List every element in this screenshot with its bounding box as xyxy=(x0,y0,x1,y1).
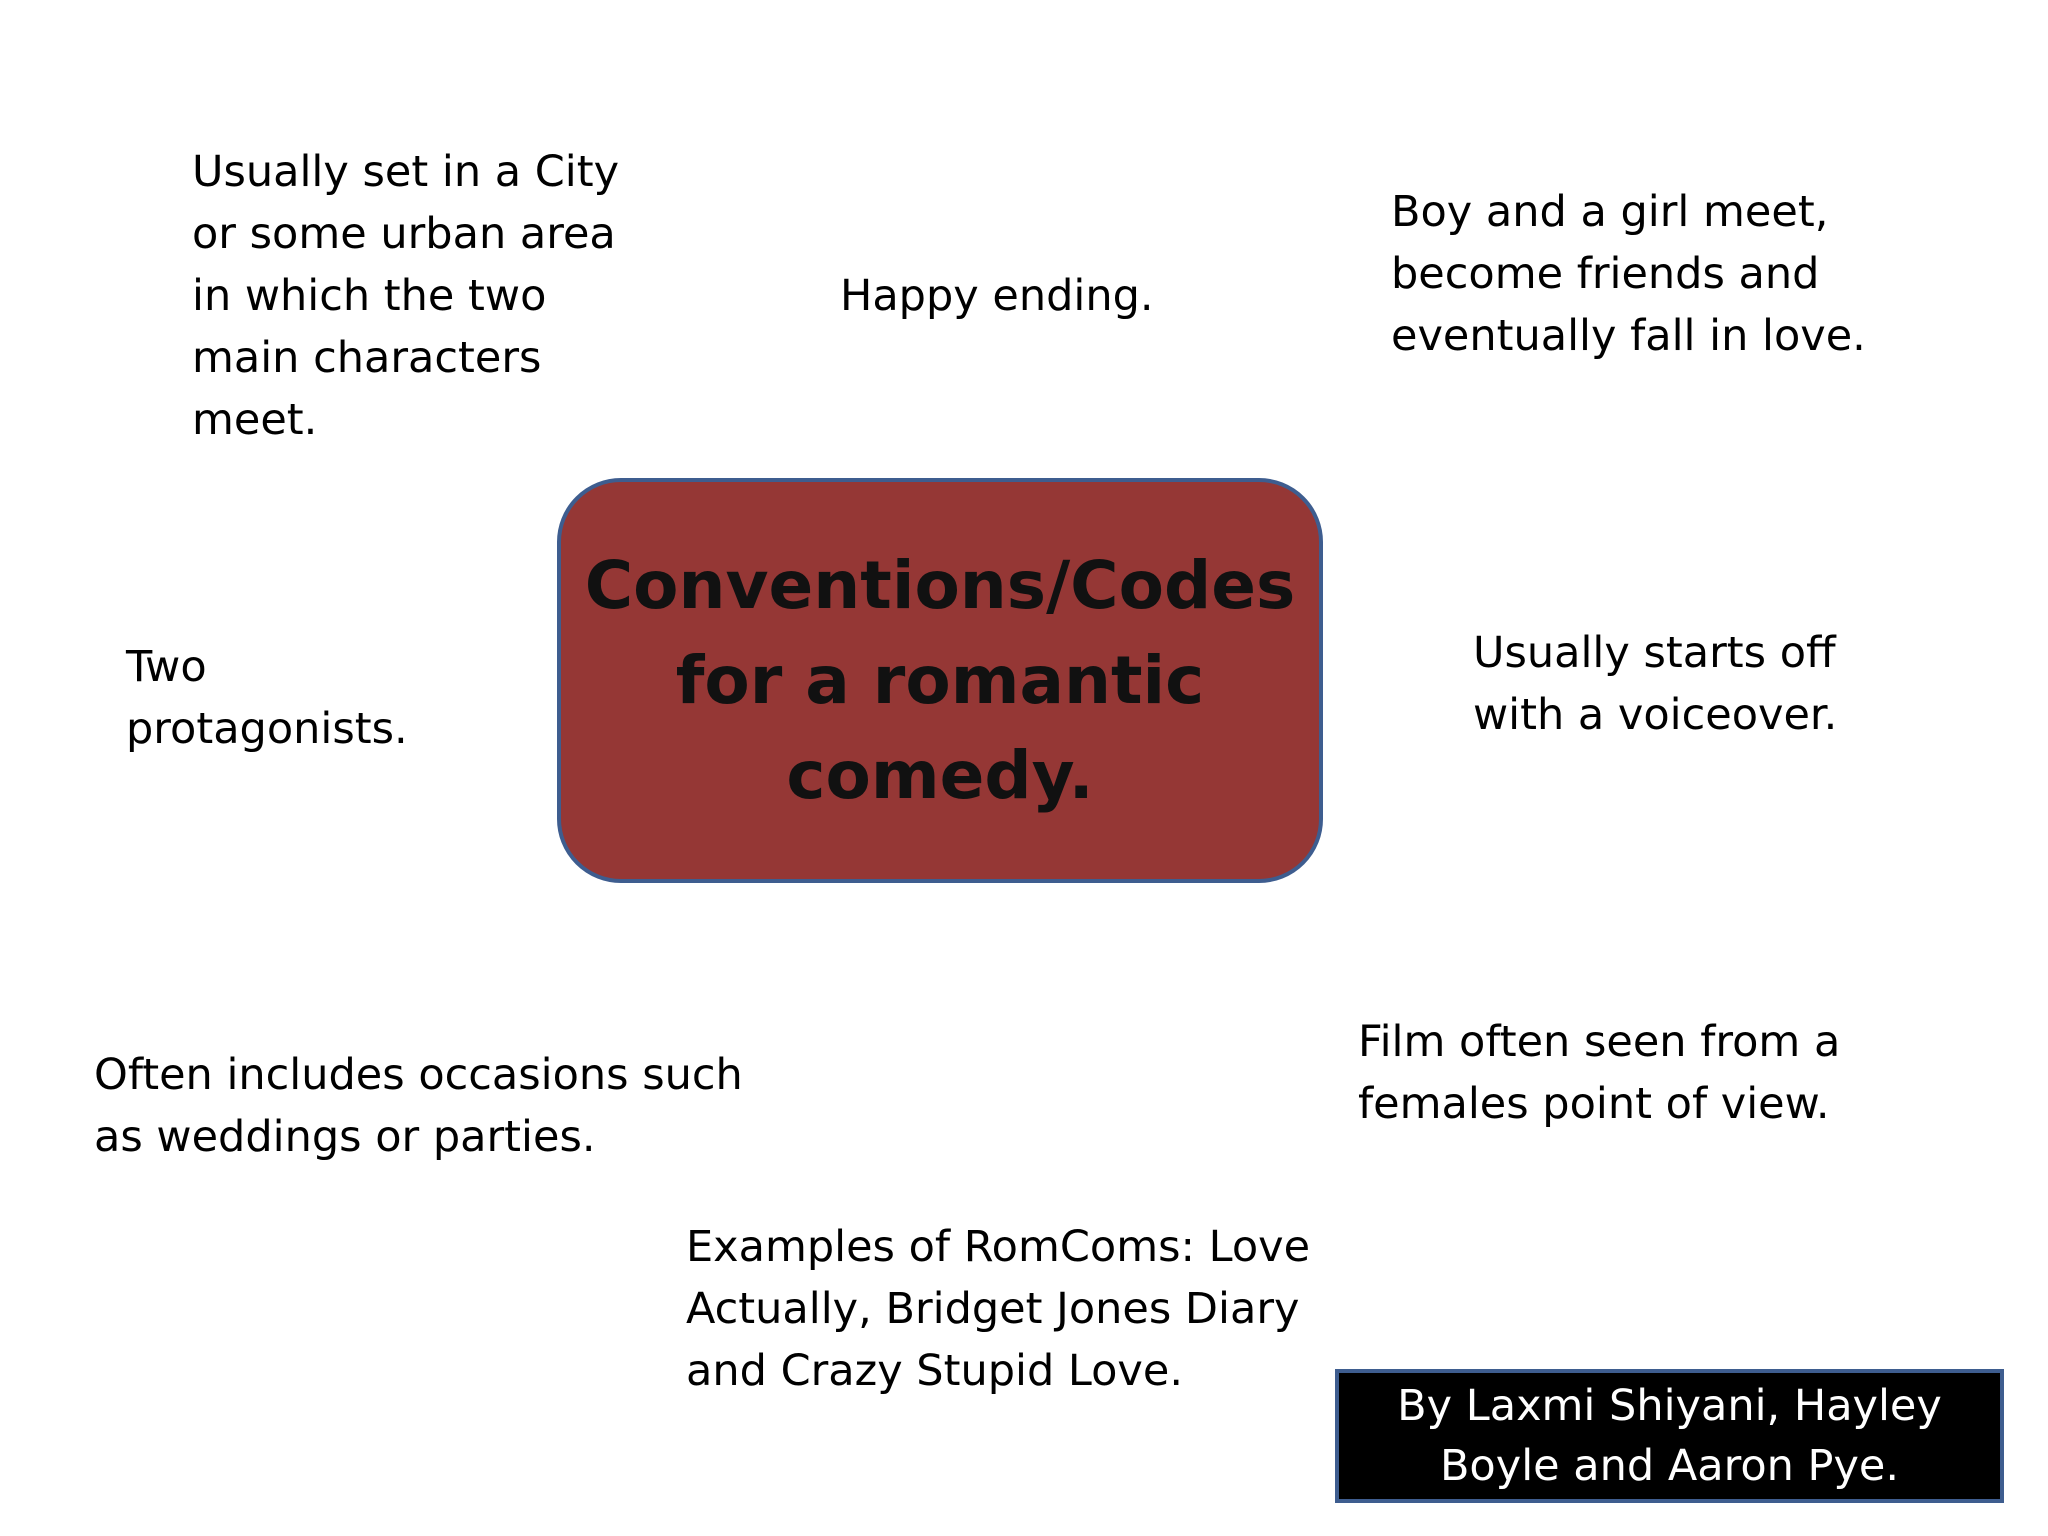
note-protagonists: Two protagonists. xyxy=(126,642,408,754)
note-examples: Examples of RomComs: Love Actually, Bridget Jones Diary and Crazy Stupid Love. xyxy=(686,1222,1311,1396)
central-topic-title: Conventions/Codes for a romantic comedy. xyxy=(584,547,1296,814)
note-plot: Boy and a girl meet, become friends and eventually fall in love. xyxy=(1391,187,1866,361)
authors-text: By Laxmi Shiyani, Hayley Boyle and Aaron Pye. xyxy=(1397,1381,1942,1491)
central-topic-box xyxy=(557,478,1323,883)
note-occasions: Often includes occasions such as weddings or parties. xyxy=(94,1050,743,1162)
authors-box xyxy=(1335,1369,2004,1503)
note-voiceover: Usually starts off with a voiceover. xyxy=(1473,628,1838,740)
note-happy-ending: Happy ending. xyxy=(840,271,1154,321)
note-setting: Usually set in a City or some urban area in which the two main characters meet. xyxy=(192,147,620,445)
note-point-of-view: Film often seen from a females point of view. xyxy=(1358,1017,1841,1129)
